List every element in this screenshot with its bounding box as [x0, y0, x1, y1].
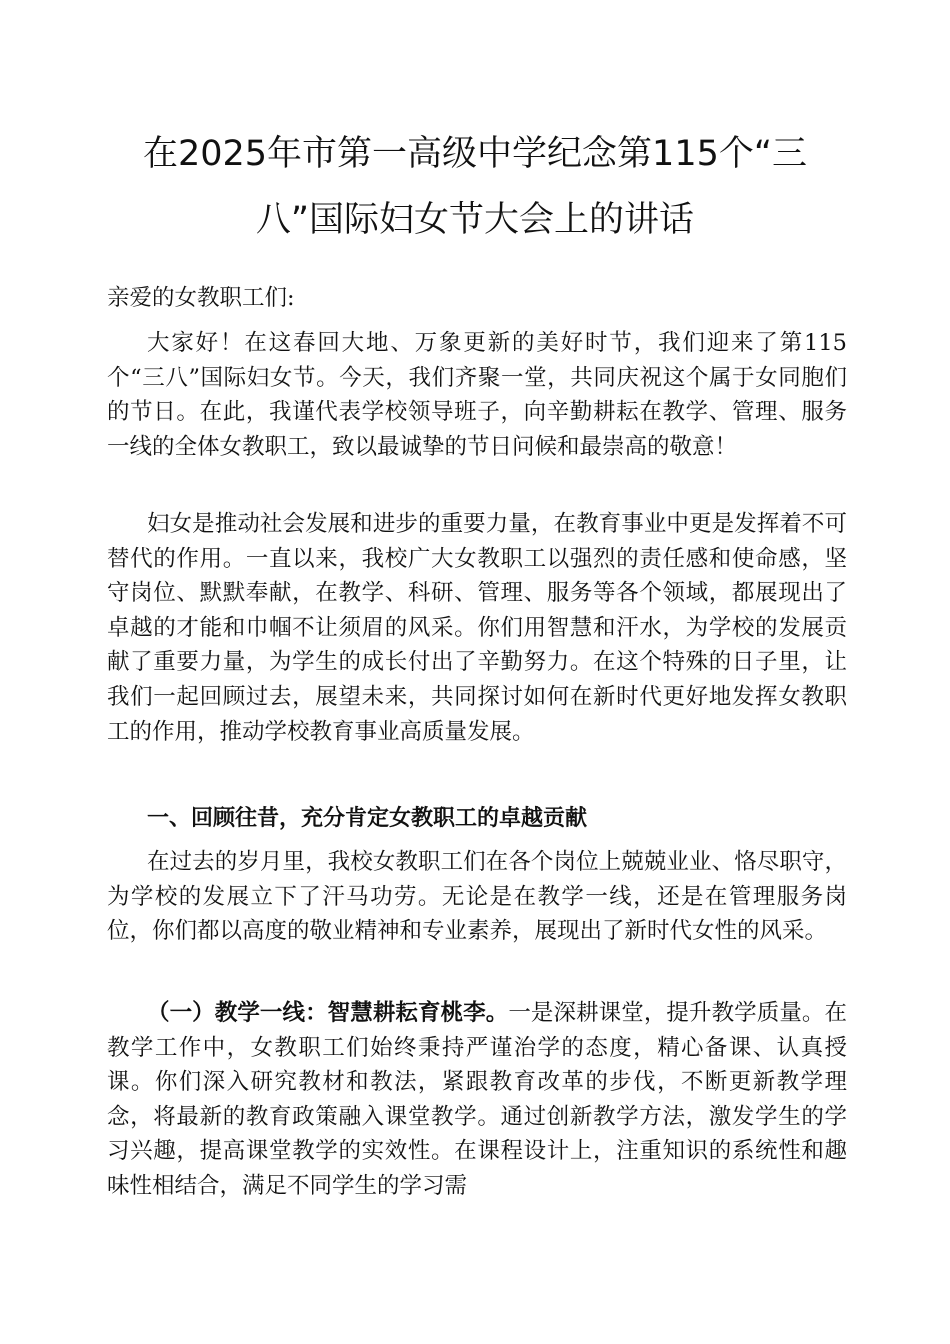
- section-heading-1: 一、回顾往昔，充分肯定女教职工的卓越贡献: [147, 806, 588, 831]
- paragraph-4-lead: （一）教学一线：智慧耕耘育桃李。: [147, 1000, 509, 1026]
- paragraph-2: 妇女是推动社会发展和进步的重要力量，在教育事业中更是发挥着不可替代的作用。一直以来，我校广大女教职工以强烈的责任感和使命感，坚守岗位、默默奉献，在教学、科研、管理、服务等各个领域，都展现出了卓越的才能和巾帼不让须眉的风采。你们用智慧和汗水，为学校的发展贡献了重要力量，为学生的成长付出了辛勤努力。在这个特殊的日子里，让我们一起回顾过去，展望未来，共同探讨如何在新时代更好地发挥女教职工的作用，推动学校教育事业高质量发展。: [107, 511, 847, 745]
- paragraph-3: 在过去的岁月里，我校女教职工们在各个岗位上兢兢业业、恪尽职守，为学校的发展立下了汗马功劳。无论是在教学一线，还是在管理服务岗位，你们都以高度的敬业精神和专业素养，展现出了新时代女性的风采。: [107, 849, 847, 945]
- title-line-2: 八”国际妇女节大会上的讲话: [255, 200, 695, 240]
- paragraph-4: [107, 996, 847, 1204]
- paragraph-4-body: 一是深耕课堂，提升教学质量。在教学工作中，女教职工们始终秉持严谨治学的态度，精心备课、认真授课。你们深入研究教材和教法，紧跟教育改革的步伐，不断更新教学理念，将最新的教育政策融入课堂教学。通过创新教学方法，激发学生的学习兴趣，提高课堂教学的实效性。在课程设计上，注重知识的系统性和趣味性相结合，满足不同学生的学习需: [107, 1000, 847, 1199]
- greeting: 亲爱的女教职工们:: [107, 285, 295, 311]
- paragraph-1: 大家好！在这春回大地、万象更新的美好时节，我们迎来了第115个“三八”国际妇女节。今天，我们齐聚一堂，共同庆祝这个属于女同胞们的节日。在此，我谨代表学校领导班子，向辛勤耕耘在教学、管理、服务一线的全体女教职工，致以最诚挚的节日问候和最崇高的敬意！: [107, 330, 847, 460]
- title-line-1: 在2025年市第一高级中学纪念第115个“三: [142, 134, 807, 174]
